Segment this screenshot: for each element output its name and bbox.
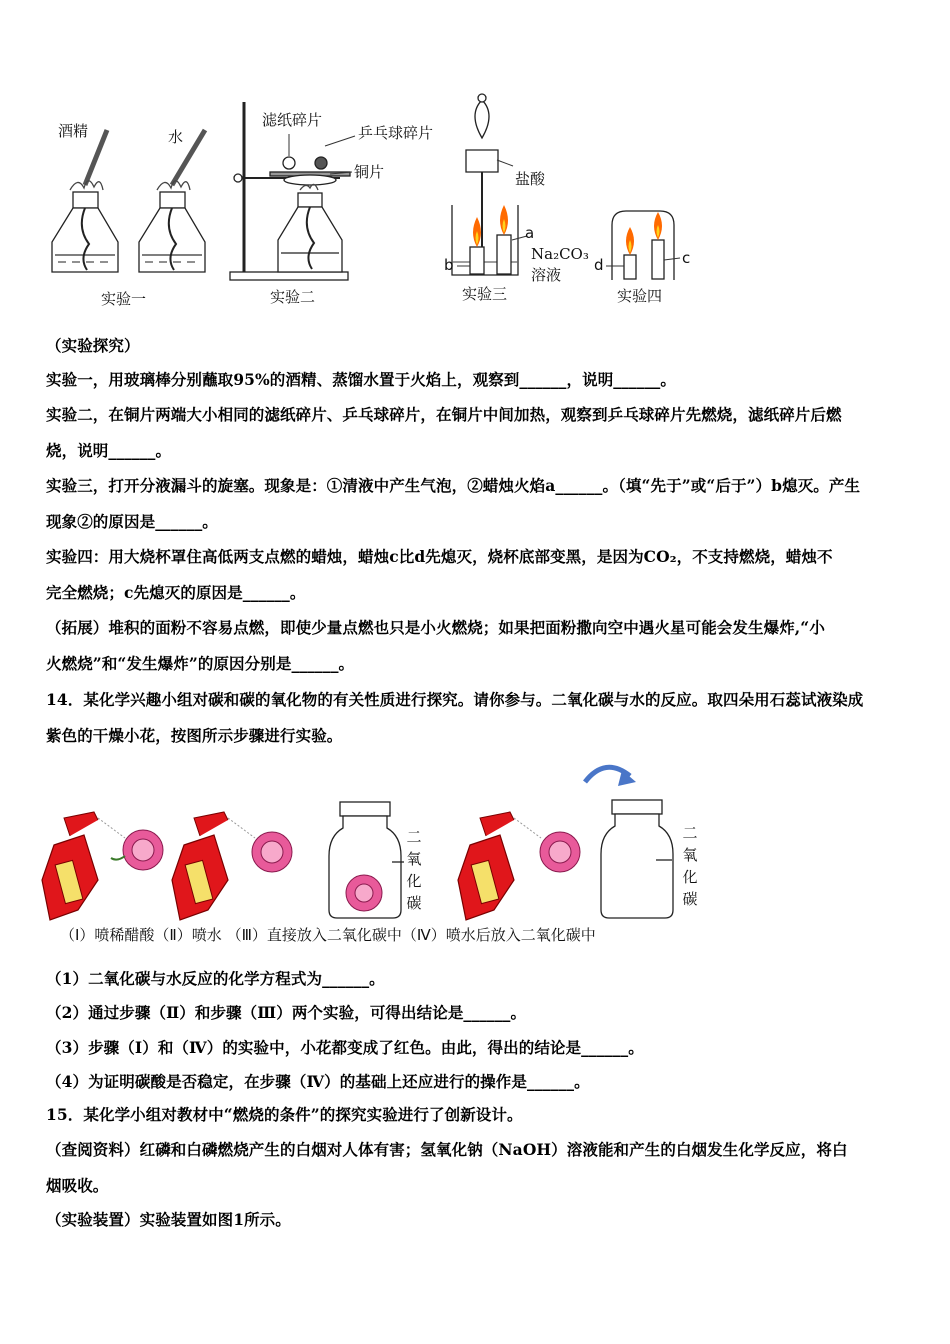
figure-2-caption: （Ⅰ）喷稀醋酸（Ⅱ）喷水 （Ⅲ）直接放入二氧化碳中（Ⅳ）喷水后放入二氧化碳中: [60, 926, 596, 944]
experiment-3-apparatus: [452, 94, 518, 275]
co2-char: 二: [406, 828, 422, 846]
sprayer-step-2: [172, 812, 255, 920]
co2-char: 二: [682, 824, 698, 842]
jar-step-4: [601, 800, 673, 918]
extension-text: （拓展）堆积的面粉不容易点燃，即使少量点燃也只是小火燃烧；如果把面粉撒向空中遇火星可能会发生爆炸,“小: [46, 618, 825, 637]
experiment-3-text-cont: 现象②的原因是______。: [46, 512, 218, 531]
caption-experiment-3: 实验三: [462, 285, 508, 303]
figure-co2-flower-steps: [0, 750, 950, 950]
experiment-1-text: 实验一，用玻璃棒分别蘸取95%的酒精、蒸馏水置于火焰上，观察到______，说明______。: [46, 370, 676, 389]
label-solution: 溶液: [531, 266, 562, 284]
caption-experiment-2: 实验二: [270, 288, 316, 306]
experiment-2-text-cont: 烧，说明______。: [46, 441, 172, 460]
question-14-intro-cont: 紫色的干燥小花，按图所示步骤进行实验。: [46, 726, 343, 745]
experiment-3-text: 实验三，打开分液漏斗的旋塞。现象是：①清液中产生气泡，②蜡烛火焰a______。（填“先于”或“后于”）b熄灭。产生: [46, 476, 861, 495]
co2-label-step-4: [681, 822, 699, 910]
question-14-part-3: （3）步骤（Ⅰ）和（Ⅳ）的实验中，小花都变成了红色。由此，得出的结论是______。: [46, 1038, 644, 1057]
label-filter-paper: 滤纸碎片: [262, 111, 323, 129]
label-a: a: [525, 224, 535, 242]
co2-char: 氧: [682, 846, 698, 864]
experiment-1-apparatus: [52, 130, 118, 272]
experiment-4-text: 实验四：用大烧杯罩住高低两支点燃的蜡烛，蜡烛c比d先熄灭，烧杯底部变黑，是因为CO₂，不支持燃烧，蜡烛不: [46, 547, 833, 566]
co2-char: 化: [682, 868, 698, 886]
flower-step-2: [252, 832, 292, 872]
label-na2co3: Na₂CO₃: [531, 245, 589, 263]
caption-experiment-4: 实验四: [617, 287, 663, 305]
co2-char: 碳: [682, 890, 698, 908]
figure-experiments-1-4: [0, 90, 950, 315]
flower-step-4: [540, 832, 580, 872]
caption-experiment-1: 实验一: [101, 290, 147, 308]
question-15-reference-cont: 烟吸收。: [46, 1176, 109, 1195]
co2-char: 化: [406, 872, 422, 890]
label-pingpong: 乒乓球碎片: [358, 124, 434, 142]
question-15-intro: 15．某化学小组对教材中“燃烧的条件”的探究实验进行了创新设计。: [46, 1105, 523, 1124]
question-15-reference: （查阅资料）红磷和白磷燃烧产生的白烟对人体有害；氢氧化钠（NaOH）溶液能和产生的白烟发生化学反应，将白: [46, 1140, 848, 1159]
experiment-4-text-cont: 完全燃烧；c先熄灭的原因是______。: [46, 583, 306, 602]
flower-step-1: [111, 830, 163, 870]
label-d: d: [594, 256, 604, 274]
extension-text-cont: 火燃烧”和“发生爆炸”的原因分别是______。: [46, 654, 355, 673]
co2-label-step-3: [405, 826, 423, 914]
question-15-apparatus: （实验装置）实验装置如图1所示。: [46, 1210, 291, 1229]
experiment-4-apparatus: [612, 211, 674, 280]
label-water: 水: [168, 128, 184, 146]
label-alcohol: 酒精: [58, 122, 89, 140]
question-14-part-4: （4）为证明碳酸是否稳定，在步骤（Ⅳ）的基础上还应进行的操作是______。: [46, 1072, 590, 1091]
co2-char: 氧: [406, 850, 422, 868]
question-14-intro: 14．某化学兴趣小组对碳和碳的氧化物的有关性质进行探究。请你参与。二氧化碳与水的反应。取四朵用石蕊试液染成: [46, 690, 864, 709]
sprayer-step-1: [42, 812, 125, 920]
label-copper: 铜片: [354, 163, 385, 181]
experiment-2-text: 实验二，在铜片两端大小相同的滤纸碎片、乒乓球碎片，在铜片中间加热，观察到乒乓球碎片先燃烧，滤纸碎片后燃: [46, 405, 842, 424]
label-c: c: [682, 249, 691, 267]
section-experiment-inquiry: （实验探究）: [46, 336, 140, 355]
experiment-1-water-apparatus: [139, 130, 205, 272]
question-14-part-1: （1）二氧化碳与水反应的化学方程式为______。: [46, 969, 385, 988]
label-hcl: 盐酸: [515, 170, 546, 188]
sprayer-step-4: [458, 812, 541, 920]
question-14-part-2: （2）通过步骤（Ⅱ）和步骤（Ⅲ）两个实验，可得出结论是______。: [46, 1003, 527, 1022]
label-b: b: [444, 256, 454, 274]
flower-step-3: [346, 875, 382, 911]
co2-char: 碳: [406, 894, 422, 912]
